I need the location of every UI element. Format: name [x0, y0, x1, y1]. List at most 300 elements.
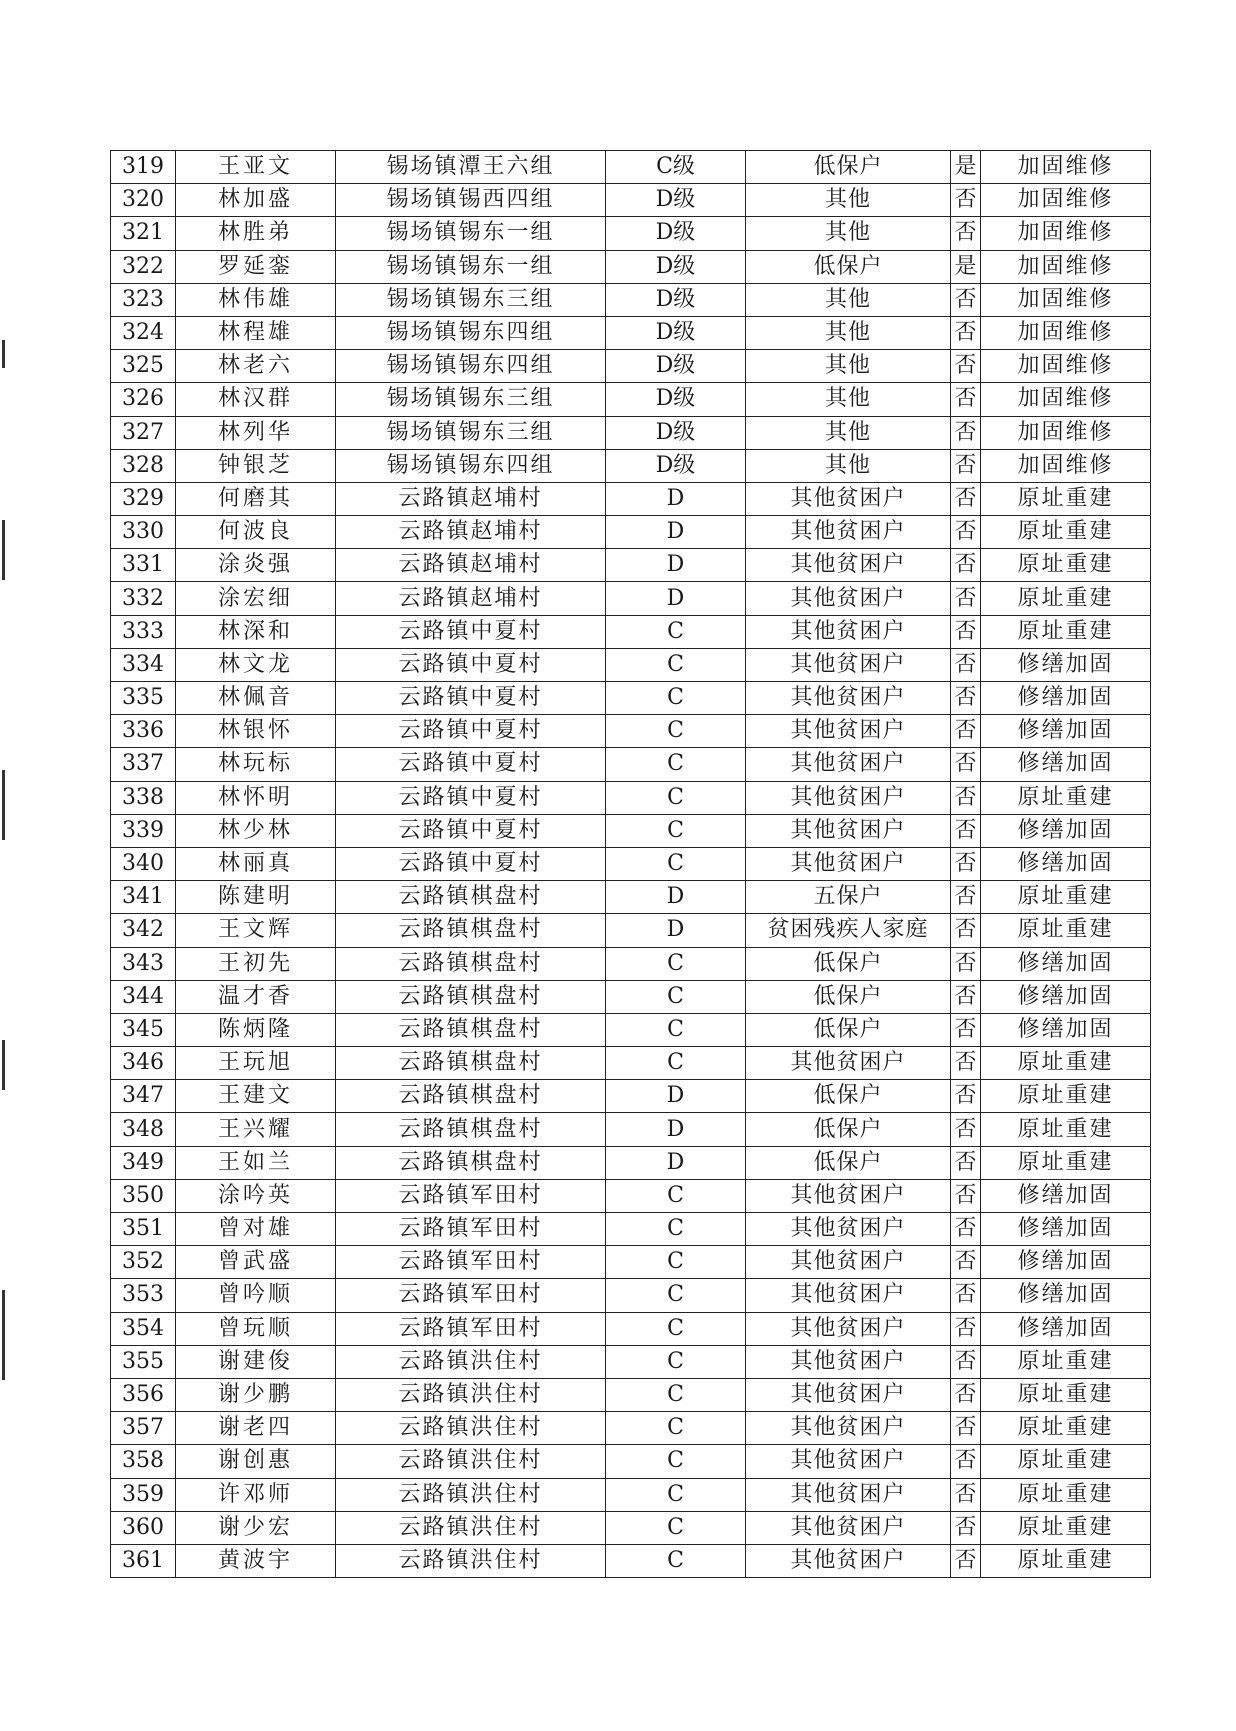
address: 锡场镇锡东四组: [336, 449, 606, 482]
renovation-method: 原址重建: [981, 516, 1151, 549]
flag-cell: 否: [951, 1013, 981, 1046]
household-name: 温才香: [176, 980, 336, 1013]
table-row: [111, 1378, 1151, 1411]
flag-cell: 否: [951, 1179, 981, 1212]
danger-grade: C: [606, 1378, 746, 1411]
danger-grade: D级: [606, 283, 746, 316]
renovation-method: 原址重建: [981, 482, 1151, 515]
danger-grade: C: [606, 1279, 746, 1312]
household-type: 其他贫困户: [746, 1478, 951, 1511]
household-type: 其他贫困户: [746, 1279, 951, 1312]
address: 云路镇中夏村: [336, 847, 606, 880]
household-type: 低保户: [746, 1113, 951, 1146]
household-name: 林老六: [176, 350, 336, 383]
household-name: 林程雄: [176, 316, 336, 349]
household-name: 谢老四: [176, 1412, 336, 1445]
flag-cell: 否: [951, 648, 981, 681]
household-name: 许邓师: [176, 1478, 336, 1511]
flag-cell: 否: [951, 980, 981, 1013]
renovation-method: 修缮加固: [981, 1246, 1151, 1279]
address: 云路镇洪住村: [336, 1511, 606, 1544]
row-number: 360: [111, 1511, 176, 1544]
scan-artifact: [2, 1290, 5, 1380]
household-type: 其他: [746, 416, 951, 449]
danger-grade: D: [606, 1113, 746, 1146]
danger-grade: C: [606, 1445, 746, 1478]
renovation-method: 原址重建: [981, 914, 1151, 947]
flag-cell: 否: [951, 1246, 981, 1279]
renovation-method: 修缮加固: [981, 1312, 1151, 1345]
danger-grade: D级: [606, 217, 746, 250]
renovation-method: 修缮加固: [981, 748, 1151, 781]
household-name: 林胜弟: [176, 217, 336, 250]
flag-cell: 否: [951, 947, 981, 980]
row-number: 332: [111, 582, 176, 615]
row-number: 336: [111, 715, 176, 748]
household-name: 钟银芝: [176, 449, 336, 482]
household-name: 曾武盛: [176, 1246, 336, 1279]
flag-cell: 否: [951, 1478, 981, 1511]
renovation-method: 修缮加固: [981, 1179, 1151, 1212]
row-number: 327: [111, 416, 176, 449]
renovation-method: 原址重建: [981, 1511, 1151, 1544]
flag-cell: 否: [951, 350, 981, 383]
household-name: 林伟雄: [176, 283, 336, 316]
table-row: [111, 615, 1151, 648]
household-name: 曾玩顺: [176, 1312, 336, 1345]
household-type: 其他: [746, 217, 951, 250]
address: 云路镇中夏村: [336, 715, 606, 748]
danger-grade: C: [606, 715, 746, 748]
household-type: 其他贫困户: [746, 814, 951, 847]
flag-cell: 否: [951, 1113, 981, 1146]
household-type: 低保户: [746, 1013, 951, 1046]
flag-cell: 否: [951, 516, 981, 549]
flag-cell: 否: [951, 1047, 981, 1080]
renovation-method: 原址重建: [981, 1445, 1151, 1478]
table-row: [111, 1544, 1151, 1577]
flag-cell: 否: [951, 1146, 981, 1179]
table-row: [111, 184, 1151, 217]
flag-cell: 否: [951, 582, 981, 615]
row-number: 328: [111, 449, 176, 482]
danger-grade: C: [606, 1345, 746, 1378]
danger-grade: C: [606, 1511, 746, 1544]
renovation-method: 原址重建: [981, 1047, 1151, 1080]
table-row: [111, 1478, 1151, 1511]
renovation-method: 加固维修: [981, 184, 1151, 217]
danger-grade: D: [606, 482, 746, 515]
danger-grade: D: [606, 549, 746, 582]
household-name: 林列华: [176, 416, 336, 449]
table-row: [111, 1213, 1151, 1246]
household-type: 其他: [746, 184, 951, 217]
row-number: 353: [111, 1279, 176, 1312]
table-row: [111, 847, 1151, 880]
row-number: 356: [111, 1378, 176, 1411]
row-number: 348: [111, 1113, 176, 1146]
table-body: [111, 151, 1151, 1578]
address: 云路镇中夏村: [336, 648, 606, 681]
household-type: 其他贫困户: [746, 482, 951, 515]
household-name: 陈建明: [176, 881, 336, 914]
address: 云路镇棋盘村: [336, 980, 606, 1013]
row-number: 345: [111, 1013, 176, 1046]
renovation-method: 加固维修: [981, 350, 1151, 383]
danger-grade: D: [606, 582, 746, 615]
row-number: 329: [111, 482, 176, 515]
danger-grade: C: [606, 1478, 746, 1511]
danger-grade: C: [606, 1047, 746, 1080]
row-number: 330: [111, 516, 176, 549]
table-row: [111, 1179, 1151, 1212]
address: 云路镇棋盘村: [336, 1113, 606, 1146]
household-name: 涂宏细: [176, 582, 336, 615]
renovation-method: 原址重建: [981, 582, 1151, 615]
row-number: 325: [111, 350, 176, 383]
row-number: 338: [111, 781, 176, 814]
address: 云路镇洪住村: [336, 1345, 606, 1378]
renovation-method: 原址重建: [981, 615, 1151, 648]
household-type: 其他贫困户: [746, 748, 951, 781]
renovation-method: 原址重建: [981, 549, 1151, 582]
address: 云路镇棋盘村: [336, 881, 606, 914]
flag-cell: 否: [951, 715, 981, 748]
danger-grade: C: [606, 781, 746, 814]
danger-grade: D级: [606, 383, 746, 416]
danger-grade: C: [606, 1412, 746, 1445]
row-number: 324: [111, 316, 176, 349]
flag-cell: 否: [951, 1213, 981, 1246]
household-name: 王亚文: [176, 151, 336, 184]
household-name: 林玩标: [176, 748, 336, 781]
household-name: 涂炎强: [176, 549, 336, 582]
renovation-method: 原址重建: [981, 781, 1151, 814]
address: 云路镇棋盘村: [336, 1013, 606, 1046]
renovation-method: 加固维修: [981, 416, 1151, 449]
address: 锡场镇锡东一组: [336, 250, 606, 283]
household-name: 罗延銮: [176, 250, 336, 283]
address: 云路镇赵埔村: [336, 549, 606, 582]
housing-renovation-table: [110, 150, 1151, 1578]
table-row: [111, 1511, 1151, 1544]
row-number: 358: [111, 1445, 176, 1478]
household-type: 其他贫困户: [746, 781, 951, 814]
scan-artifact: [2, 770, 5, 840]
renovation-method: 原址重建: [981, 881, 1151, 914]
renovation-method: 修缮加固: [981, 1013, 1151, 1046]
scan-artifact: [2, 520, 5, 580]
row-number: 319: [111, 151, 176, 184]
row-number: 349: [111, 1146, 176, 1179]
address: 云路镇洪住村: [336, 1412, 606, 1445]
row-number: 355: [111, 1345, 176, 1378]
household-type: 低保户: [746, 250, 951, 283]
household-type: 其他贫困户: [746, 516, 951, 549]
household-type: 其他贫困户: [746, 1544, 951, 1577]
danger-grade: D: [606, 1080, 746, 1113]
row-number: 347: [111, 1080, 176, 1113]
renovation-method: 修缮加固: [981, 980, 1151, 1013]
renovation-method: 加固维修: [981, 449, 1151, 482]
scan-artifact: [2, 340, 5, 368]
renovation-method: 原址重建: [981, 1412, 1151, 1445]
table-row: [111, 1246, 1151, 1279]
row-number: 334: [111, 648, 176, 681]
danger-grade: C: [606, 648, 746, 681]
table-row: [111, 151, 1151, 184]
address: 云路镇棋盘村: [336, 1047, 606, 1080]
flag-cell: 否: [951, 1378, 981, 1411]
flag-cell: 否: [951, 682, 981, 715]
household-name: 林丽真: [176, 847, 336, 880]
address: 云路镇棋盘村: [336, 947, 606, 980]
address: 云路镇棋盘村: [336, 1080, 606, 1113]
flag-cell: 否: [951, 881, 981, 914]
address: 锡场镇锡东一组: [336, 217, 606, 250]
row-number: 352: [111, 1246, 176, 1279]
renovation-method: 原址重建: [981, 1478, 1151, 1511]
household-type: 其他贫困户: [746, 1412, 951, 1445]
danger-grade: D: [606, 914, 746, 947]
danger-grade: C: [606, 814, 746, 847]
household-type: 其他贫困户: [746, 682, 951, 715]
household-name: 林深和: [176, 615, 336, 648]
address: 云路镇赵埔村: [336, 482, 606, 515]
household-name: 林汉群: [176, 383, 336, 416]
danger-grade: C: [606, 980, 746, 1013]
household-type: 其他: [746, 316, 951, 349]
table-row: [111, 1445, 1151, 1478]
flag-cell: 否: [951, 283, 981, 316]
household-type: 其他贫困户: [746, 1345, 951, 1378]
address: 云路镇赵埔村: [336, 582, 606, 615]
address: 云路镇洪住村: [336, 1478, 606, 1511]
table-row: [111, 582, 1151, 615]
address: 云路镇军田村: [336, 1312, 606, 1345]
household-type: 其他贫困户: [746, 549, 951, 582]
address: 锡场镇锡西四组: [336, 184, 606, 217]
household-name: 林文龙: [176, 648, 336, 681]
household-type: 贫困残疾人家庭: [746, 914, 951, 947]
household-type: 低保户: [746, 947, 951, 980]
danger-grade: C: [606, 1544, 746, 1577]
household-type: 其他贫困户: [746, 715, 951, 748]
household-type: 其他贫困户: [746, 1445, 951, 1478]
address: 锡场镇锡东三组: [336, 283, 606, 316]
flag-cell: 否: [951, 1544, 981, 1577]
flag-cell: 否: [951, 482, 981, 515]
renovation-method: 原址重建: [981, 1113, 1151, 1146]
row-number: 346: [111, 1047, 176, 1080]
address: 云路镇洪住村: [336, 1378, 606, 1411]
flag-cell: 否: [951, 1345, 981, 1378]
row-number: 361: [111, 1544, 176, 1577]
household-type: 其他贫困户: [746, 615, 951, 648]
renovation-method: 原址重建: [981, 1544, 1151, 1577]
row-number: 343: [111, 947, 176, 980]
danger-grade: C级: [606, 151, 746, 184]
household-type: 其他贫困户: [746, 1246, 951, 1279]
address: 云路镇中夏村: [336, 748, 606, 781]
address: 云路镇中夏村: [336, 615, 606, 648]
household-type: 其他贫困户: [746, 648, 951, 681]
household-name: 何波良: [176, 516, 336, 549]
household-type: 其他贫困户: [746, 1312, 951, 1345]
row-number: 344: [111, 980, 176, 1013]
danger-grade: D: [606, 516, 746, 549]
household-type: 其他: [746, 350, 951, 383]
table-row: [111, 781, 1151, 814]
row-number: 323: [111, 283, 176, 316]
row-number: 337: [111, 748, 176, 781]
address: 锡场镇锡东四组: [336, 350, 606, 383]
danger-grade: D级: [606, 250, 746, 283]
address: 云路镇赵埔村: [336, 516, 606, 549]
household-type: 其他: [746, 283, 951, 316]
row-number: 320: [111, 184, 176, 217]
flag-cell: 否: [951, 1279, 981, 1312]
renovation-method: 修缮加固: [981, 947, 1151, 980]
table-row: [111, 748, 1151, 781]
row-number: 339: [111, 814, 176, 847]
table-row: [111, 516, 1151, 549]
flag-cell: 否: [951, 1080, 981, 1113]
danger-grade: D级: [606, 316, 746, 349]
row-number: 331: [111, 549, 176, 582]
renovation-method: 修缮加固: [981, 715, 1151, 748]
renovation-method: 修缮加固: [981, 682, 1151, 715]
danger-grade: C: [606, 1013, 746, 1046]
flag-cell: 否: [951, 1312, 981, 1345]
renovation-method: 加固维修: [981, 316, 1151, 349]
table-row: [111, 383, 1151, 416]
household-name: 曾对雄: [176, 1213, 336, 1246]
row-number: 359: [111, 1478, 176, 1511]
row-number: 335: [111, 682, 176, 715]
address: 云路镇洪住村: [336, 1544, 606, 1577]
danger-grade: C: [606, 615, 746, 648]
table-row: [111, 1013, 1151, 1046]
danger-grade: C: [606, 748, 746, 781]
flag-cell: 否: [951, 1412, 981, 1445]
household-name: 涂吟英: [176, 1179, 336, 1212]
danger-grade: C: [606, 947, 746, 980]
table-row: [111, 316, 1151, 349]
danger-grade: C: [606, 1246, 746, 1279]
table-row: [111, 1279, 1151, 1312]
row-number: 322: [111, 250, 176, 283]
flag-cell: 否: [951, 217, 981, 250]
household-name: 何磨其: [176, 482, 336, 515]
address: 云路镇军田村: [336, 1213, 606, 1246]
household-name: 王初先: [176, 947, 336, 980]
row-number: 340: [111, 847, 176, 880]
danger-grade: C: [606, 1179, 746, 1212]
table-row: [111, 217, 1151, 250]
household-name: 谢创惠: [176, 1445, 336, 1478]
table-row: [111, 814, 1151, 847]
table-row: [111, 682, 1151, 715]
danger-grade: C: [606, 847, 746, 880]
renovation-method: 加固维修: [981, 151, 1151, 184]
flag-cell: 否: [951, 549, 981, 582]
address: 云路镇棋盘村: [336, 914, 606, 947]
table-row: [111, 350, 1151, 383]
renovation-method: 加固维修: [981, 250, 1151, 283]
flag-cell: 否: [951, 847, 981, 880]
household-type: 低保户: [746, 151, 951, 184]
household-type: 其他贫困户: [746, 1511, 951, 1544]
address: 云路镇洪住村: [336, 1445, 606, 1478]
renovation-method: 修缮加固: [981, 1279, 1151, 1312]
address: 锡场镇锡东四组: [336, 316, 606, 349]
renovation-method: 原址重建: [981, 1080, 1151, 1113]
table-row: [111, 881, 1151, 914]
household-name: 林加盛: [176, 184, 336, 217]
row-number: 357: [111, 1412, 176, 1445]
renovation-method: 原址重建: [981, 1378, 1151, 1411]
table-row: [111, 914, 1151, 947]
address: 锡场镇锡东三组: [336, 383, 606, 416]
flag-cell: 否: [951, 615, 981, 648]
table-row: [111, 482, 1151, 515]
table-row: [111, 1080, 1151, 1113]
row-number: 354: [111, 1312, 176, 1345]
row-number: 341: [111, 881, 176, 914]
household-name: 谢少宏: [176, 1511, 336, 1544]
household-type: 其他: [746, 383, 951, 416]
danger-grade: D级: [606, 184, 746, 217]
table-row: [111, 1412, 1151, 1445]
row-number: 350: [111, 1179, 176, 1212]
flag-cell: 是: [951, 250, 981, 283]
renovation-method: 加固维修: [981, 383, 1151, 416]
household-name: 谢建俊: [176, 1345, 336, 1378]
table-row: [111, 416, 1151, 449]
address: 云路镇中夏村: [336, 682, 606, 715]
household-name: 王文辉: [176, 914, 336, 947]
household-type: 低保户: [746, 980, 951, 1013]
row-number: 321: [111, 217, 176, 250]
household-type: 其他贫困户: [746, 1378, 951, 1411]
household-type: 其他贫困户: [746, 1213, 951, 1246]
household-type: 其他贫困户: [746, 1047, 951, 1080]
danger-grade: C: [606, 682, 746, 715]
renovation-method: 原址重建: [981, 1146, 1151, 1179]
flag-cell: 否: [951, 449, 981, 482]
danger-grade: D: [606, 881, 746, 914]
row-number: 326: [111, 383, 176, 416]
flag-cell: 否: [951, 1445, 981, 1478]
renovation-method: 加固维修: [981, 217, 1151, 250]
household-name: 王如兰: [176, 1146, 336, 1179]
household-name: 林怀明: [176, 781, 336, 814]
flag-cell: 否: [951, 416, 981, 449]
renovation-method: 修缮加固: [981, 1213, 1151, 1246]
household-name: 王建文: [176, 1080, 336, 1113]
address: 云路镇军田村: [336, 1279, 606, 1312]
household-type: 其他贫困户: [746, 1179, 951, 1212]
household-name: 曾吟顺: [176, 1279, 336, 1312]
danger-grade: D: [606, 1146, 746, 1179]
table-row: [111, 648, 1151, 681]
table-row: [111, 715, 1151, 748]
danger-grade: D级: [606, 350, 746, 383]
danger-grade: D级: [606, 449, 746, 482]
renovation-method: 加固维修: [981, 283, 1151, 316]
address: 云路镇棋盘村: [336, 1146, 606, 1179]
